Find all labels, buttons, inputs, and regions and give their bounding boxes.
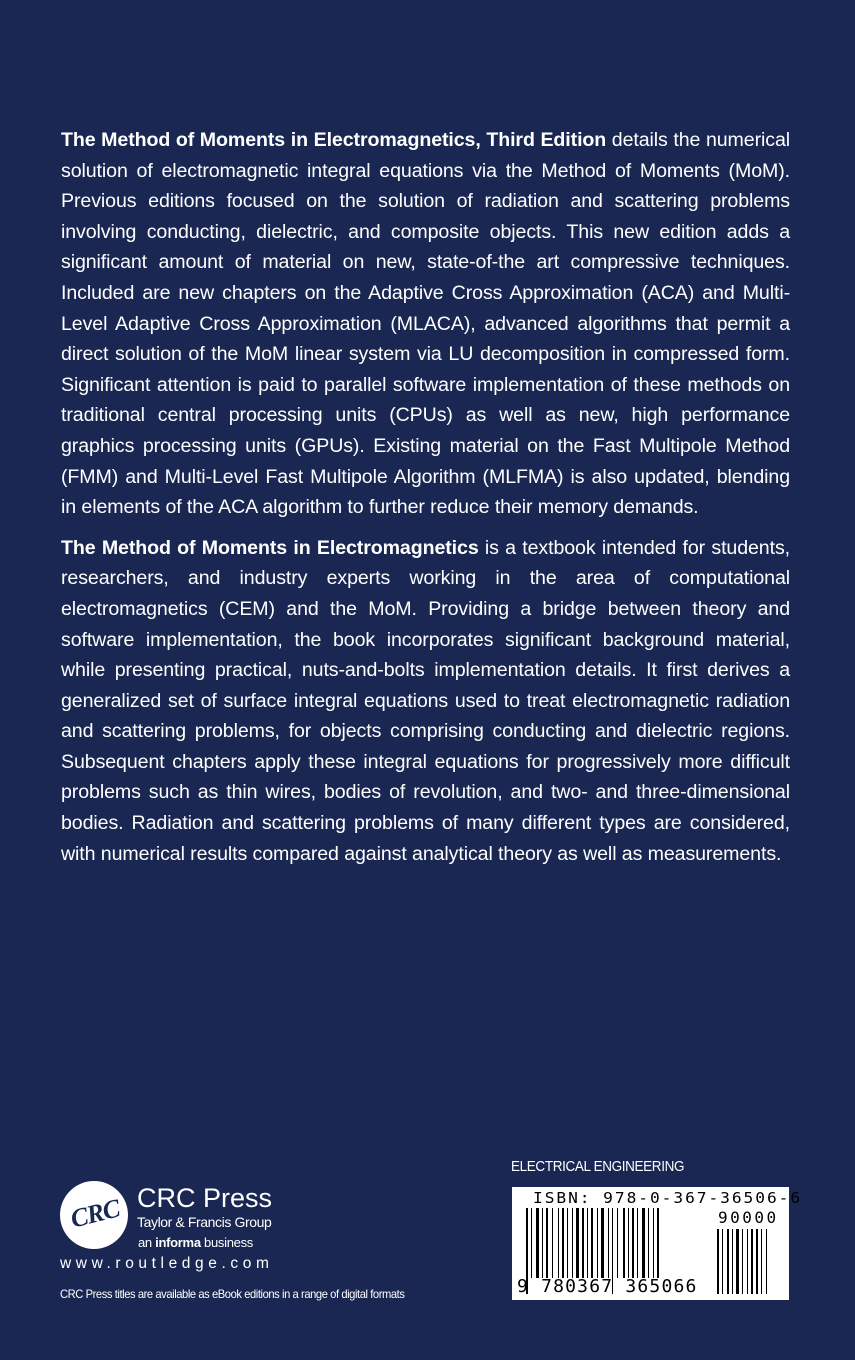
barcode-bar bbox=[558, 1208, 559, 1278]
isbn-barcode bbox=[512, 1187, 803, 1300]
barcode-addon-bar bbox=[736, 1229, 739, 1294]
description-text: details the numerical solution of electromagnetic integral equations via the Method of Moments (MoM). Previous editions focused on the solution of radiation and scattering problems involving conducting, dielectric, and composite objects. This new edition adds a significant amount of material on new, state-of-the art compressive techniques. Included are new chapters on the Adaptive Cross Approximation (ACA) and Multi-Level Adaptive Cross Approximation (MLACA), advanced algorithms that permit a direct solution of the MoM linear system via LU decomposition in compressed form. Significant attention is paid to parallel software implementation of these methods on traditional central processing units (CPUs) as well as new, high performance graphics processing units (GPUs). Existing material on the Fast Multipole Method (FMM) and Multi-Level Fast Multipole Algorithm (MLFMA) is also updated, blending in elements of the ACA algorithm to further reduce their memory demands. bbox=[61, 129, 791, 519]
barcode-addon-bar bbox=[732, 1229, 733, 1294]
barcode-bar bbox=[562, 1208, 564, 1278]
barcode-bar bbox=[542, 1208, 543, 1278]
barcode-bar bbox=[653, 1208, 654, 1278]
publisher-url: www.routledge.com bbox=[60, 1255, 274, 1272]
barcode-bar bbox=[617, 1208, 618, 1278]
barcode-bar bbox=[546, 1208, 548, 1278]
barcode-bar bbox=[608, 1208, 609, 1278]
barcode-addon-bar bbox=[756, 1229, 758, 1294]
barcode-bar bbox=[572, 1208, 573, 1278]
description-paragraph-1 bbox=[61, 125, 790, 523]
barcode-bar bbox=[597, 1208, 598, 1278]
barcode-addon-bar bbox=[751, 1229, 753, 1294]
barcode-addon-bar bbox=[727, 1229, 729, 1294]
ebook-note: CRC Press titles are available as eBook editions in a range of digital formats bbox=[60, 1287, 405, 1301]
barcode-bar bbox=[531, 1208, 532, 1278]
informa-prefix: an bbox=[138, 1235, 156, 1250]
crc-logo-icon bbox=[60, 1181, 128, 1249]
barcode-bar bbox=[648, 1208, 649, 1278]
barcode-addon-bar bbox=[717, 1229, 719, 1294]
price-addon: 90000 bbox=[718, 1208, 779, 1227]
barcode-bar bbox=[552, 1208, 553, 1278]
barcode-bar bbox=[623, 1208, 625, 1278]
barcode-bar bbox=[582, 1208, 584, 1278]
isbn-label: ISBN: 978-0-367-36506-6 bbox=[533, 1189, 803, 1207]
barcode-bar bbox=[657, 1208, 659, 1278]
barcode-bar bbox=[536, 1208, 539, 1278]
book-title-bold: The Method of Moments in Electromagnetics, Third Edition bbox=[61, 129, 607, 151]
description-paragraph-2 bbox=[61, 533, 790, 870]
barcode-bar bbox=[632, 1208, 634, 1278]
informa-suffix: business bbox=[200, 1235, 253, 1250]
crc-logo-text: CRC bbox=[67, 1193, 123, 1234]
publisher-name: CRC Press bbox=[137, 1183, 273, 1213]
barcode-bar bbox=[601, 1208, 604, 1278]
barcode-bar bbox=[628, 1208, 629, 1278]
barcode-bar bbox=[637, 1208, 638, 1278]
barcode-addon-bar bbox=[722, 1229, 723, 1294]
barcode-addon-bar bbox=[742, 1229, 743, 1294]
publisher-informa bbox=[138, 1235, 253, 1250]
barcode-addon-bar bbox=[766, 1229, 767, 1294]
back-cover-description bbox=[61, 125, 790, 879]
book-title-bold: The Method of Moments in Electromagnetics bbox=[61, 536, 479, 559]
publisher-group: Taylor & Francis Group bbox=[137, 1214, 272, 1230]
subject-category: ELECTRICAL ENGINEERING bbox=[511, 1158, 685, 1175]
barcode-bar bbox=[567, 1208, 568, 1278]
barcode-addon-bar bbox=[747, 1229, 748, 1294]
barcode-bar bbox=[576, 1208, 579, 1278]
ean-number: 9 780367 365066 bbox=[517, 1276, 698, 1297]
barcode-addon-bar bbox=[761, 1229, 762, 1294]
barcode-bar bbox=[591, 1208, 593, 1278]
informa-bold: informa bbox=[155, 1235, 201, 1250]
description-text: is a textbook intended for students, researchers, and industry experts working in the area of computational electromagnetics (CEM) and the MoM. Providing a bridge between theory and software implementation, the book incorporates significant background material, while presenting practical, nuts-and-bolts implementation details. It first derives a generalized set of surface integral equations used to treat electromagnetic radiation and scattering problems, for objects comprising conducting and dielectric regions. Subsequent chapters apply these integral equations for progressively more difficult problems such as thin wires, bodies of revolution, and two- and three-dimensional bodies. Radiation and scattering problems of many different types are considered, with numerical results compared against analytical theory as well as measurements. bbox=[61, 536, 790, 865]
barcode-bar bbox=[642, 1208, 645, 1278]
barcode-bar bbox=[587, 1208, 588, 1278]
